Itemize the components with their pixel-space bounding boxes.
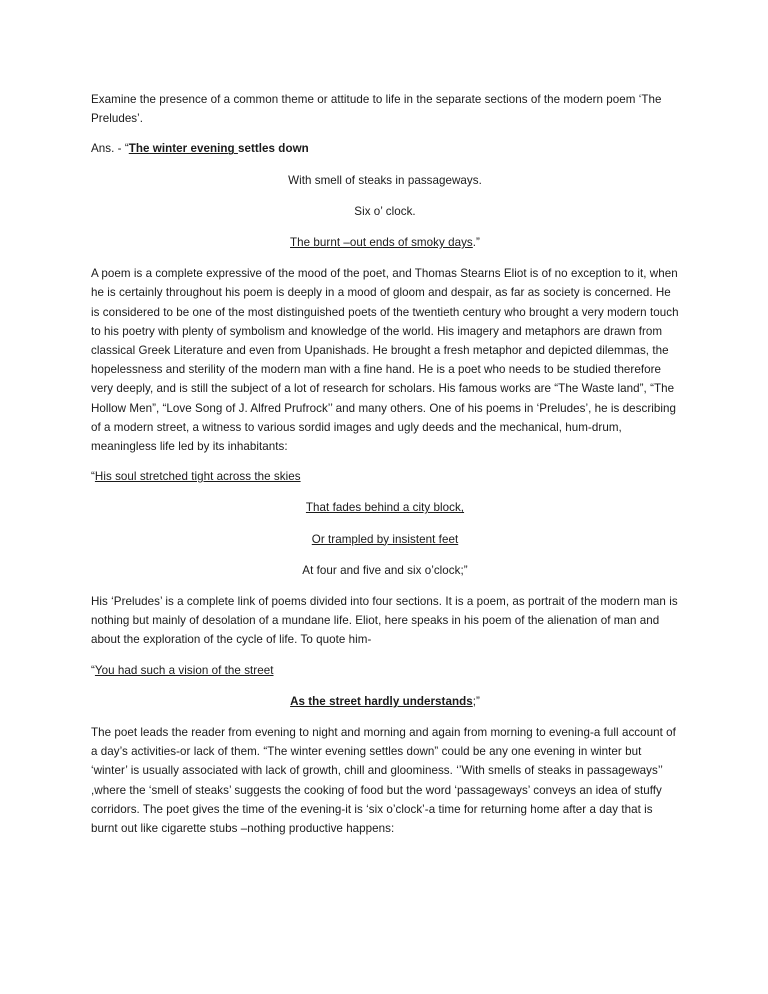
quote-1-line-4: The burnt –out ends of smoky days.” (290, 236, 480, 250)
quote-1-line-3: Six o’ clock. (354, 204, 416, 218)
quote-2-line-4: At four and five and six o’clock;” (302, 563, 468, 577)
quote-3-line-1: “You had such a vision of the street (91, 663, 274, 677)
quote-2-line-3: Or trampled by insistent feet (311, 532, 459, 546)
quote-2-line-1: “His soul stretched tight across the skies (91, 470, 301, 484)
quote-2-line-2: That fades behind a city block, (305, 501, 465, 515)
quote-1-line-1: The winter evening settles down (128, 142, 309, 156)
answer-prefix: Ans. - “ (91, 142, 129, 156)
quote-1-line-2: With smell of steaks in passageways. (288, 173, 482, 187)
quote-3-line-2: As the street hardly understands;” (290, 694, 480, 708)
paragraph-3: The poet leads the reader from evening to night and morning and again from morning to evening-a full account of a day’s activities-or lack of them. “The winter evening settles down” could be any one evening in winter but ‘winter’ is usually associated with lack of growth, chill and gloominess. ‘’With smells of steaks in passageways’’ ,where the ‘smell of steaks’ suggests the cooking of food but the word ‘passageways’ conveys an idea of stuffy corridors. The poet gives the time of the evening-it is ‘six o’clock’-a time for returning home after a day that is burnt out like cigarette stubs –nothing productive happens: (91, 726, 676, 836)
question-text: Examine the presence of a common theme or attitude to life in the separate sections of the modern poem ‘The Preludes’. (91, 93, 662, 126)
document-body (91, 90, 679, 849)
paragraph-1: A poem is a complete expressive of the mood of the poet, and Thomas Stearns Eliot is of no exception to it, when he is certainly throughout his poem is deeply in a mood of gloom and despair, as far as society is concerned. He is considered to be one of the most distinguished poets of the twentieth century who brought a very modern touch to his poetry with plenty of symbolism and knowledge of the world. His imagery and metaphors are drawn from classical Greek Literature and even from Upanishads. He brought a fresh metaphor and depicted dilemmas, the hopelessness and sterility of the modern man with a fine hand. He is a poet who needs to be studied therefore very deeply, and is still the subject of a lot of research for scholars. His famous works are “The Waste land”, “The Hollow Men”, “Love Song of J. Alfred Prufrock’’ and many others. One of his poems in ‘Preludes’, he is describing of a modern street, a witness to various sordid images and ugly deeds and the mechanical, hum-drum, meaningless life led by its inhabitants: (91, 267, 679, 454)
paragraph-2: His ‘Preludes’ is a complete link of poems divided into four sections. It is a poem, as portrait of the modern man is nothing but mainly of desolation of a mundane life. Eliot, here speaks in his poem of the alienation of man and about the exploration of the cycle of life. To quote him- (91, 595, 678, 647)
answer-quote-line-1 (91, 139, 679, 158)
